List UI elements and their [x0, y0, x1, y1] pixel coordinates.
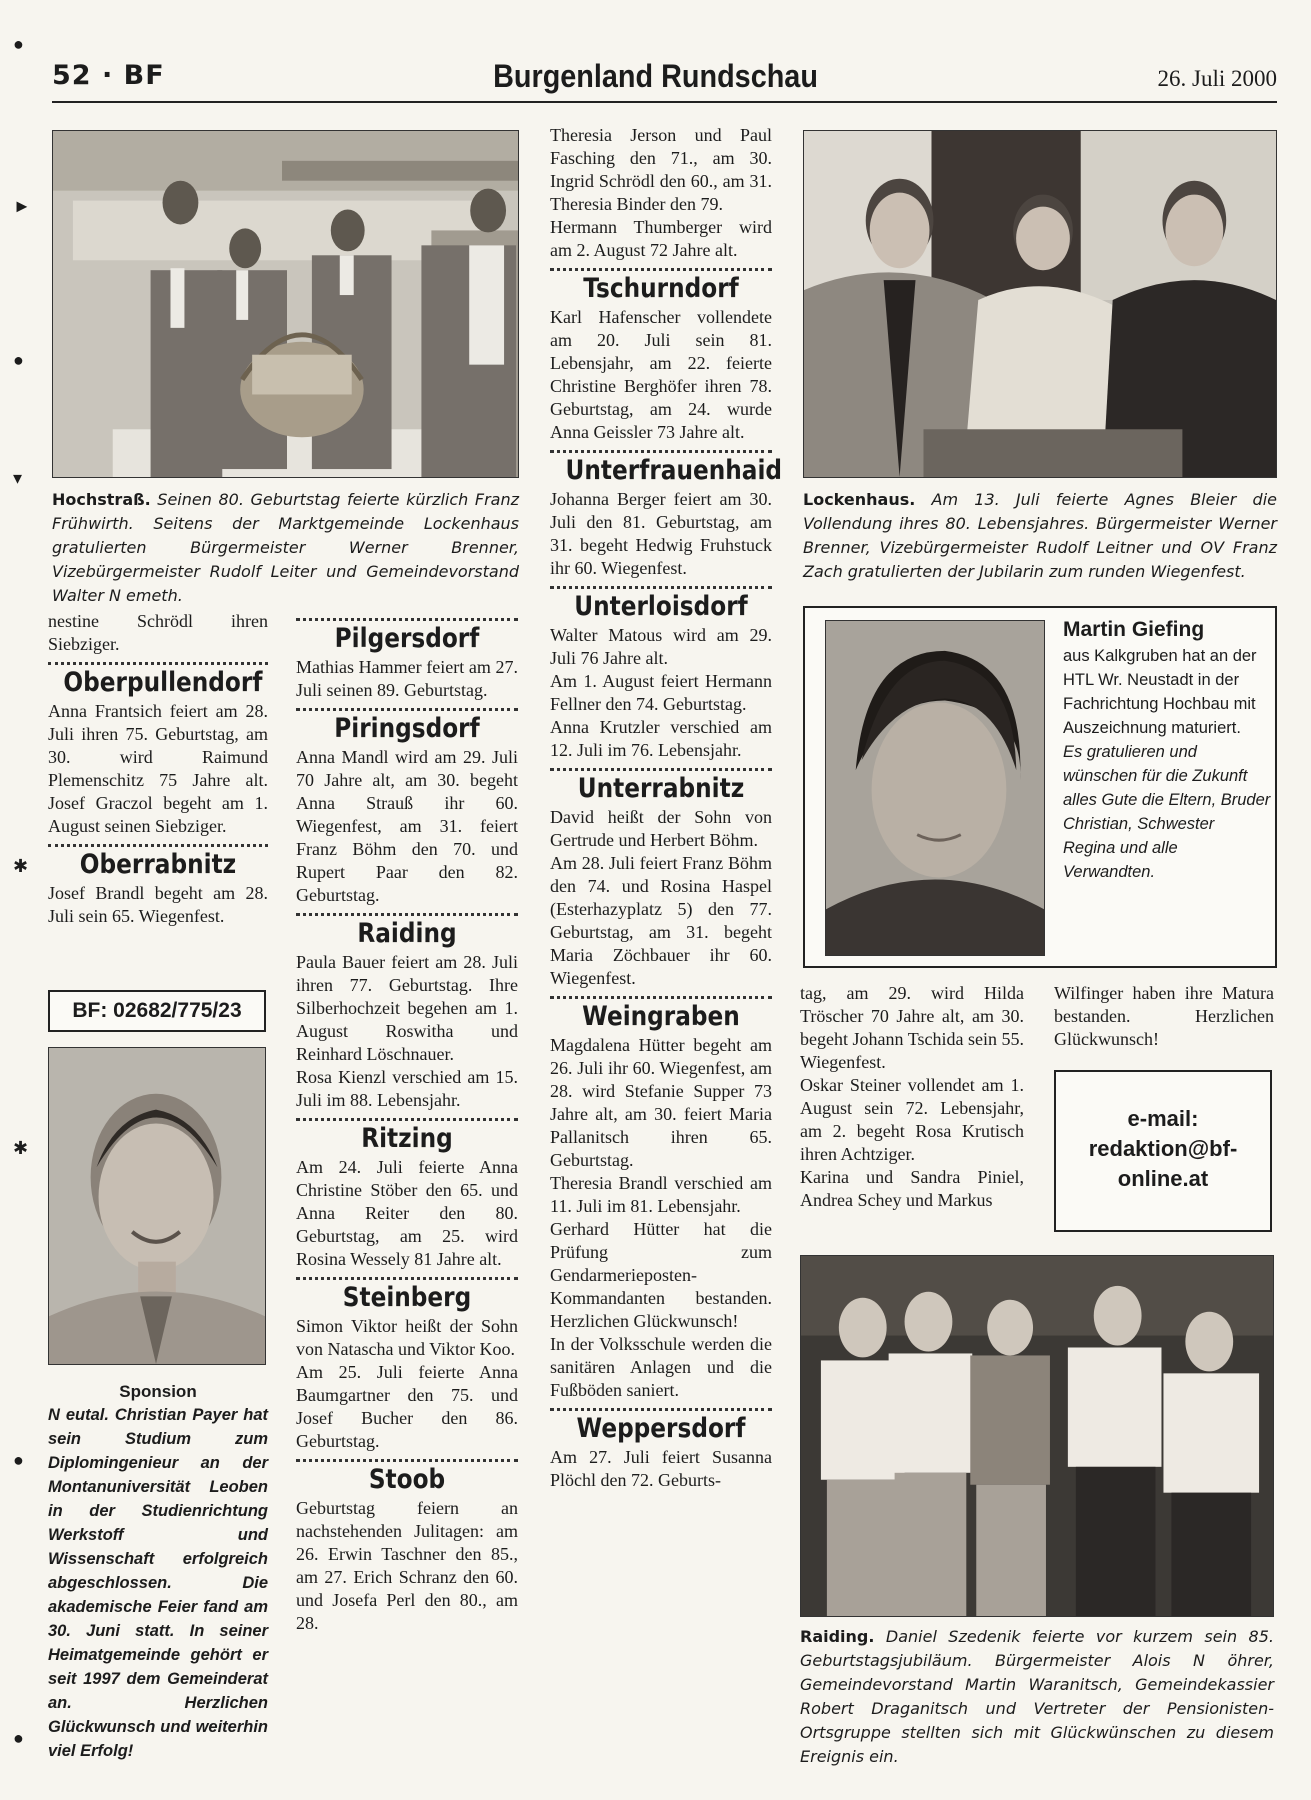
heading-piringsdorf: Piringsdorf — [334, 713, 480, 744]
dotted-divider — [296, 708, 518, 711]
caption-text: Am 13. Juli feierte Agnes Bleier die Vollendung ihres 80. Lebensjahres. Bürgermeister Werner Brenner, Vizebürgermeister Rudolf Leitner und OV Franz Zach gratulierten der Jubilarin zum runden Wiegenfest. — [803, 490, 1277, 581]
column-4 — [800, 982, 1024, 1212]
heading-stoob: Stoob — [368, 1464, 446, 1495]
article-text: Paula Bauer feiert am 28. Juli ihren 77. Geburtstag. Ihre Silberhochzeit begehen am 1. August Roswitha und Reinhard Löschnauer. — [296, 952, 518, 1064]
dotted-divider — [296, 1277, 518, 1280]
article-text: Anna Frantsich feiert am 28. Juli ihren 75. Geburtstag, am 30. wird Raimund Plemenschitz 75 Jahre alt. Josef Graczol begeht am 1. August seinen Siebziger. — [48, 701, 268, 836]
dotted-divider — [296, 913, 518, 916]
heading-tschurndorf: Tschurndorf — [583, 273, 739, 304]
heading-raiding: Raiding — [357, 918, 457, 949]
phone-box — [48, 990, 266, 1032]
article-text: David heißt der Sohn von Gertrude und Herbert Böhm. — [550, 807, 772, 850]
dotted-divider — [296, 1118, 518, 1121]
heading-unterfrauenhaid: Unterfrauenhaid — [565, 455, 783, 486]
caption-place: Hochstraß. — [52, 490, 151, 509]
dotted-divider — [48, 844, 268, 847]
article-text: Josef Brandl begeht am 28. Juli sein 65. Wiegenfest. — [48, 883, 268, 926]
dotted-divider — [550, 768, 772, 771]
page-number: 52 · BF — [52, 60, 165, 91]
dotted-divider — [296, 1459, 518, 1462]
article-text: Theresia Jerson und Paul Fasching den 71., am 30. Ingrid Schrödl den 60., am 31. Theresia Binder den 79. — [550, 125, 772, 214]
phone-number: BF: 02682/775/23 — [72, 999, 242, 1022]
heading-oberpullendorf: Oberpullendorf — [63, 667, 263, 698]
email-box — [1054, 1070, 1272, 1232]
issue-date: 26. Juli 2000 — [1157, 66, 1277, 91]
article-text: Anna Mandl wird am 29. Juli 70 Jahre alt, am 30. begeht Anna Strauß ihr 60. Wiegenfest, am 31. feiert Franz Böhm den 70. und Rupert Paar den 82. Geburtstag. — [296, 747, 518, 905]
article-text: Geburtstag feiern an nachstehenden Julitagen: am 26. Erwin Taschner den 85., am 27. Erich Schranz den 60. und Josefa Perl den 80., am 28. — [296, 1498, 518, 1633]
column-3 — [550, 124, 783, 1492]
heading-steinberg: Steinberg — [342, 1282, 472, 1313]
article-text: In der Volksschule werden die sanitären Anlagen und die Fußböden saniert. — [550, 1334, 772, 1400]
photo-lockenhaus — [803, 130, 1277, 478]
article-text: nestine Schrödl ihren Siebziger. — [48, 611, 268, 654]
giefing-wish: Es gratulieren und wünschen für die Zukunft alles Gute die Eltern, Bruder Christian, Schwester Regina und alle Verwandten. — [1063, 743, 1271, 881]
caption-lockenhaus — [803, 488, 1277, 584]
photo-raiding — [800, 1255, 1274, 1617]
margin-mark: ● — [13, 34, 24, 54]
giefing-text-block — [1063, 616, 1271, 884]
article-text: Karl Hafenscher vollendete am 20. Juli sein 81. Lebensjahr, am 22. feierte Christine Berghöfer ihren 78. Geburtstag, am 24. wurde Anna Geissler 73 Jahre alt. — [550, 307, 772, 442]
heading-oberrabnitz: Oberrabnitz — [79, 849, 237, 880]
article-text: tag, am 29. wird Hilda Tröscher 70 Jahre alt, am 30. begeht Johann Tschida sein 55. Wiegenfest. — [800, 983, 1024, 1072]
caption-place: Raiding. — [800, 1627, 875, 1646]
margin-mark: ✱ — [13, 856, 29, 876]
sponsion-block — [48, 1380, 268, 1763]
article-text: Mathias Hammer feiert am 27. Juli seinen 89. Geburtstag. — [296, 657, 518, 700]
article-text: Am 27. Juli feiert Susanna Plöchl den 72. Geburts- — [550, 1447, 772, 1490]
article-text: Gerhard Hütter hat die Prüfung zum Gendarmerieposten-Kommandanten bestanden. Herzlichen Glückwunsch! — [550, 1219, 772, 1331]
article-text: Johanna Berger feiert am 30. Juli den 81. Geburtstag, am 31. begeht Hedwig Fruhstuck ihr 60. Wiegenfest. — [550, 489, 772, 578]
column-5 — [1054, 982, 1274, 1051]
caption-text: Seinen 80. Geburtstag feierte kürzlich Franz Frühwirth. Seitens der Marktgemeinde Lockenhaus gratulierten Bürgermeister Werner Brenner, Vizebürgermeister Rudolf Leiter und Gemeindevorstand Walter N emeth. — [52, 490, 519, 605]
margin-mark: ● — [13, 350, 24, 370]
margin-mark: ▾ — [13, 468, 23, 488]
sponsion-text: N eutal. Christian Payer hat sein Studium zum Diplomingenieur an der Montanuniversität Leoben in der Studienrichtung Werkstoff und Wissenschaft erfolgreich abgeschlossen. Die akademische Feier fand am 30. Juni statt. In seiner Heimatgemeinde gehört er seit 1997 dem Gemeinderat an. Herzlichen Glückwunsch und weiterhin viel Erfolg! — [48, 1406, 268, 1760]
article-text: Hermann Thumberger wird am 2. August 72 Jahre alt. — [550, 217, 772, 260]
dotted-divider — [296, 618, 518, 621]
giefing-name: Martin Giefing — [1063, 618, 1205, 641]
article-text: Simon Viktor heißt der Sohn von Natascha und Viktor Koo. — [296, 1316, 518, 1359]
dotted-divider — [550, 586, 772, 589]
article-text: Am 25. Juli feierte Anna Baumgartner den 75. und Josef Bucher den 86. Geburtstag. — [296, 1362, 518, 1451]
article-text: Anna Krutzler verschied am 12. Juli im 76. Lebensjahr. — [550, 717, 772, 760]
caption-hochstrass — [52, 488, 519, 608]
giefing-text: aus Kalkgruben hat an der HTL Wr. Neustadt in der Fachrichtung Hochbau mit Auszeichnung maturiert. — [1063, 647, 1257, 737]
dotted-divider — [550, 268, 772, 271]
caption-raiding — [800, 1625, 1274, 1769]
column-1 — [48, 610, 268, 928]
heading-unterloisdorf: Unterloisdorf — [574, 591, 748, 622]
dotted-divider — [550, 1408, 772, 1411]
article-text: Am 24. Juli feierte Anna Christine Stöber den 65. und Anna Reiter den 80. Geburtstag, am 25. wird Rosina Wessely 81 Jahre alt. — [296, 1157, 518, 1269]
article-text: Am 28. Juli feiert Franz Böhm den 74. und Rosina Haspel (Esterhazyplatz 5) den 77. Geburtstag, am 31. begeht Maria Zöchbauer ihr 60. Wiegenfest. — [550, 853, 772, 988]
photo-hochstrass — [52, 130, 519, 478]
heading-ritzing: Ritzing — [361, 1123, 453, 1154]
article-text: Wilfinger haben ihre Matura bestanden. Herzlichen Glückwunsch! — [1054, 983, 1274, 1049]
dotted-divider — [550, 450, 772, 453]
margin-mark: ● — [13, 1728, 24, 1748]
article-text: Rosa Kienzl verschied am 15. Juli im 88. Lebensjahr. — [296, 1067, 518, 1110]
heading-weppersdorf: Weppersdorf — [576, 1413, 746, 1444]
dotted-divider — [48, 662, 268, 665]
margin-mark: ✱ — [13, 1138, 29, 1158]
article-text: Oskar Steiner vollendet am 1. August sein 72. Lebensjahr, am 2. begeht Rosa Krutisch ihren Achtziger. — [800, 1075, 1024, 1164]
dotted-divider — [550, 996, 772, 999]
article-text: Theresia Brandl verschied am 11. Juli im 81. Lebensjahr. — [550, 1173, 772, 1216]
article-text: Magdalena Hütter begeht am 26. Juli ihr 60. Wiegenfest, am 28. wird Stefanie Supper 73 Jahre alt, am 30. feiert Maria Pallanitsch ihren 65. Geburtstag. — [550, 1035, 772, 1170]
heading-weingraben: Weingraben — [582, 1001, 740, 1032]
heading-pilgersdorf: Pilgersdorf — [334, 623, 480, 654]
newspaper-title: Burgenland Rundschau — [493, 58, 818, 94]
email-label: e-mail: — [1127, 1106, 1199, 1131]
photo-martin — [825, 620, 1045, 956]
margin-mark: ► — [13, 196, 31, 216]
header-rule — [52, 101, 1277, 103]
article-text: Am 1. August feiert Hermann Fellner den 74. Geburtstag. — [550, 671, 772, 714]
giefing-box — [803, 606, 1277, 968]
article-text: Karina und Sandra Piniel, Andrea Schey und Markus — [800, 1167, 1024, 1210]
caption-place: Lockenhaus. — [803, 490, 916, 509]
email-address[interactable]: redaktion@bf-online.at — [1088, 1136, 1238, 1191]
margin-mark: ● — [13, 1450, 24, 1470]
article-text: Walter Matous wird am 29. Juli 76 Jahre alt. — [550, 625, 772, 668]
caption-text: Daniel Szedenik feierte vor kurzem sein 85. Geburtstagsjubiläum. Bürgermeister Alois N öhrer, Gemeindevorstand Martin Waranitsch, Gemeindekassier Robert Draganitsch und Vertreter der Pensionisten-Ortsgruppe stellten sich mit Glückwünschen zu diesem Ereignis ein. — [800, 1627, 1274, 1766]
heading-unterrabnitz: Unterrabnitz — [577, 773, 745, 804]
column-2 — [296, 610, 518, 1635]
photo-christian — [48, 1047, 266, 1365]
sponsion-heading: Sponsion — [119, 1382, 197, 1401]
